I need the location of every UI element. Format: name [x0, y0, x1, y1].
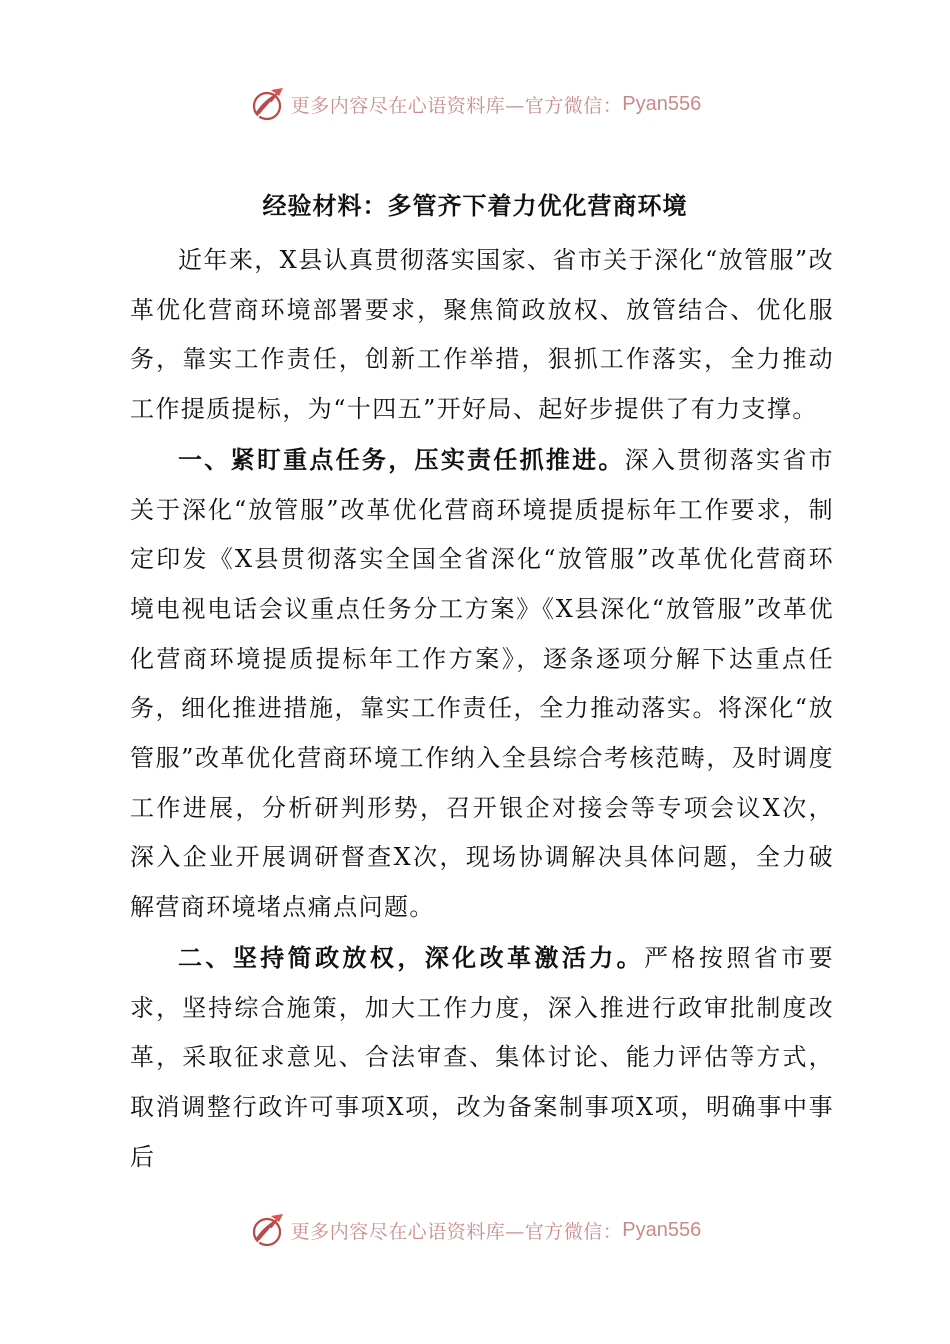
document-body: [130, 236, 834, 1182]
document-title: 经验材料：多管齐下着力优化营商环境: [262, 191, 688, 220]
watermark-wechat-id: Pyan556: [622, 92, 702, 115]
watermark-text: 更多内容尽在心语资料库—官方微信：: [290, 94, 623, 117]
section-paragraph-2: [130, 933, 834, 1183]
section-heading-2: 二、坚持简政放权，深化改革激活力。: [178, 942, 645, 972]
pen-logo-icon: [249, 1210, 289, 1250]
pen-logo-icon: [249, 84, 289, 124]
watermark-banner-bottom: [0, 1210, 950, 1250]
section-heading-1: 一、紧盯重点任务，压实责任抓推进。: [178, 444, 625, 474]
watermark-banner-top: [0, 84, 950, 124]
section-body-2: 严格按照省市要求，坚持综合施策，加大工作力度，深入推进行政审批制度改革，采取征求意见、合法审查、集体讨论、能力评估等方式，取消调整行政许可事项X项，改为备案制事项X项，明确事中事后: [130, 943, 834, 1171]
section-paragraph-1: [130, 435, 834, 933]
watermark-text: 更多内容尽在心语资料库—官方微信：: [290, 1220, 623, 1243]
section-body-1: 深入贯彻落实省市关于深化“放管服”改革优化营商环境提质提标年工作要求，制定印发《X县贯彻落实全国全省深化“放管服”改革优化营商环境电视电话会议重点任务分工方案》《X县深化“放管服”改革优化营商环境提质提标年工作方案》，逐条逐项分解下达重点任务，细化推进措施，靠实工作责任，全力推动落实。将深化“放管服”改革优化营商环境工作纳入全县综合考核范畴，及时调度工作进展，分析研判形势，召开银企对接会等专项会议X次，深入企业开展调研督查X次，现场协调解决具体问题，全力破解营商环境堵点痛点问题。: [130, 445, 834, 922]
watermark-wechat-id: Pyan556: [622, 1218, 702, 1241]
intro-paragraph: 近年来，X县认真贯彻落实国家、省市关于深化“放管服”改革优化营商环境部署要求，聚焦简政放权、放管结合、优化服务，靠实工作责任，创新工作举措，狠抓工作落实，全力推动工作提质提标，为“十四五”开好局、起好步提供了有力支撑。: [130, 246, 834, 424]
